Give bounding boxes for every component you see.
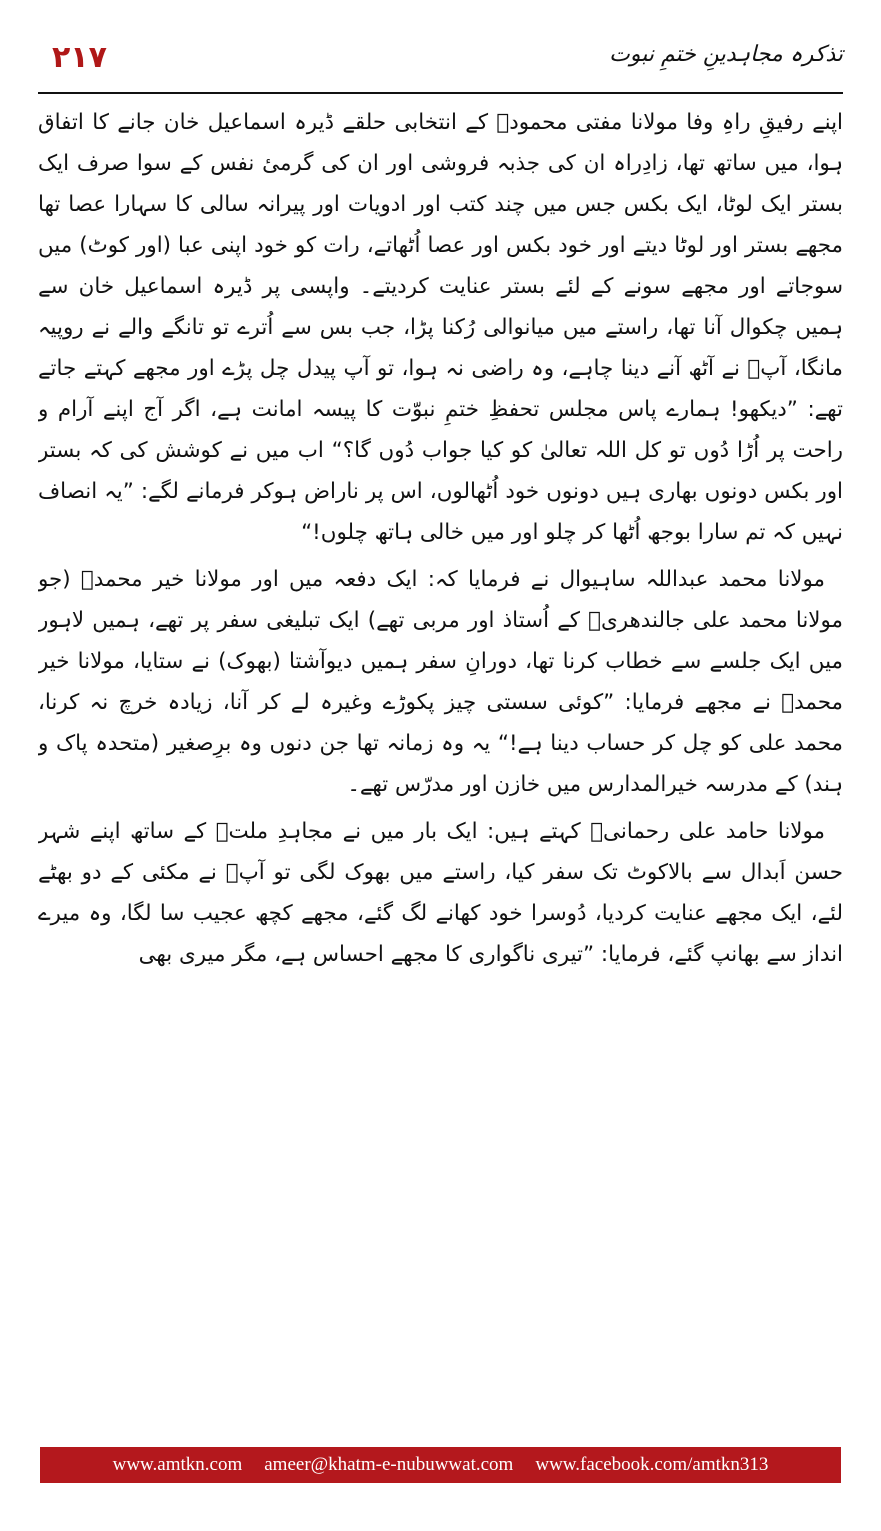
footer-website-link[interactable]: www.amtkn.com — [112, 1454, 243, 1475]
running-title: تذکرہ مجاہدینِ ختمِ نبوت — [609, 42, 843, 67]
page-header — [38, 22, 843, 92]
footer-email-link[interactable]: ameer@khatm-e-nubuwwat.com — [264, 1454, 514, 1475]
paragraph: مولانا محمد عبداللہ ساہیوال نے فرمایا کہ: ایک دفعہ میں اور مولانا خیر محمدؒ (جو مولانا محمد علی جالندھریؒ کے اُستاذ اور مربی تھے) ایک تبلیغی سفر پر تھے، ہمیں لاہور میں ایک جلسے سے خطاب کرنا تھا، دورانِ سفر ہمیں دیوآشتا (بھوک) نے ستایا، مولانا خیر محمدؒ نے مجھے فرمایا: ”کوئی سستی چیز پکوڑے وغیرہ لے کر آنا، زیادہ خرچ نہ کرنا، محمد علی کو چل کر حساب دینا ہے!“ یہ وہ زمانہ تھا جن دنوں وہ برِصغیر (متحدہ پاک و ہند) کے مدرسہ خیرالمدارس میں خازن اور مدرّس تھے۔ — [38, 567, 843, 797]
body-text — [38, 102, 843, 1432]
paragraph: مولانا حامد علی رحمانیؒ کہتے ہیں: ایک بار میں نے مجاہدِ ملتؒ کے ساتھ اپنے شہر حسن اَبدال سے بالاکوٹ تک سفر کیا، راستے میں بھوک لگی تو آپؒ نے مکئی کے دو بھٹے لئے، ایک مجھے عنایت کردیا، دُوسرا خود کھانے لگ گئے، مجھے کچھ عجیب سا لگا، وہ میرے انداز سے بھانپ گئے، فرمایا: ”تیری ناگواری کا مجھے احساس ہے، مگر میری بھی — [38, 819, 843, 967]
header-divider — [38, 92, 843, 94]
page-number: ۲۱۷ — [52, 40, 107, 75]
footer-facebook-link[interactable]: www.facebook.com/amtkn313 — [535, 1454, 769, 1475]
paragraph: اپنے رفیقِ راہِ وفا مولانا مفتی محمودؒ کے انتخابی حلقے ڈیرہ اسماعیل خان جانے کا اتفاق ہوا، میں ساتھ تھا، زادِراہ ان کی جذبہ فروشی اور ان کی گرمیٔ نفس کے سوا صرف ایک بستر ایک لوٹا، ایک بکس جس میں چند کتب اور ادویات اور پیرانہ سالی کا سہارا عصا تھا مجھے بستر اور لوٹا دیتے اور خود بکس اور عصا اُٹھاتے، رات کو خود اپنی عبا (اور کوٹ) میں سوجاتے اور مجھے سونے کے لئے بستر عنایت کردیتے۔ واپسی پر ڈیرہ اسماعیل خان سے ہمیں چکوال آنا تھا، راستے میں میانوالی رُکنا پڑا، جب بس سے اُترے تو تانگے والے نے روپیہ مانگا، آپؒ نے آٹھ آنے دینا چاہے، وہ راضی نہ ہوا، تو آپ پیدل چل پڑے اور مجھے کہتے جاتے تھے: ”دیکھو! ہمارے پاس مجلس تحفظِ ختمِ نبوّت کا پیسہ امانت ہے، اگر آج اپنے آرام و راحت پر اُڑا دُوں تو کل اللہ تعالیٰ کو کیا جواب دُوں گا؟“ اب میں نے کوشش کی کہ بستر اور بکس دونوں بھاری ہیں دونوں خود اُٹھالوں، اس پر ناراض ہوکر فرمانے لگے: ”یہ انصاف نہیں کہ تم سارا بوجھ اُٹھا کر چلو اور میں خالی ہاتھ چلوں!“ — [38, 110, 843, 545]
footer-bar — [40, 1447, 841, 1483]
